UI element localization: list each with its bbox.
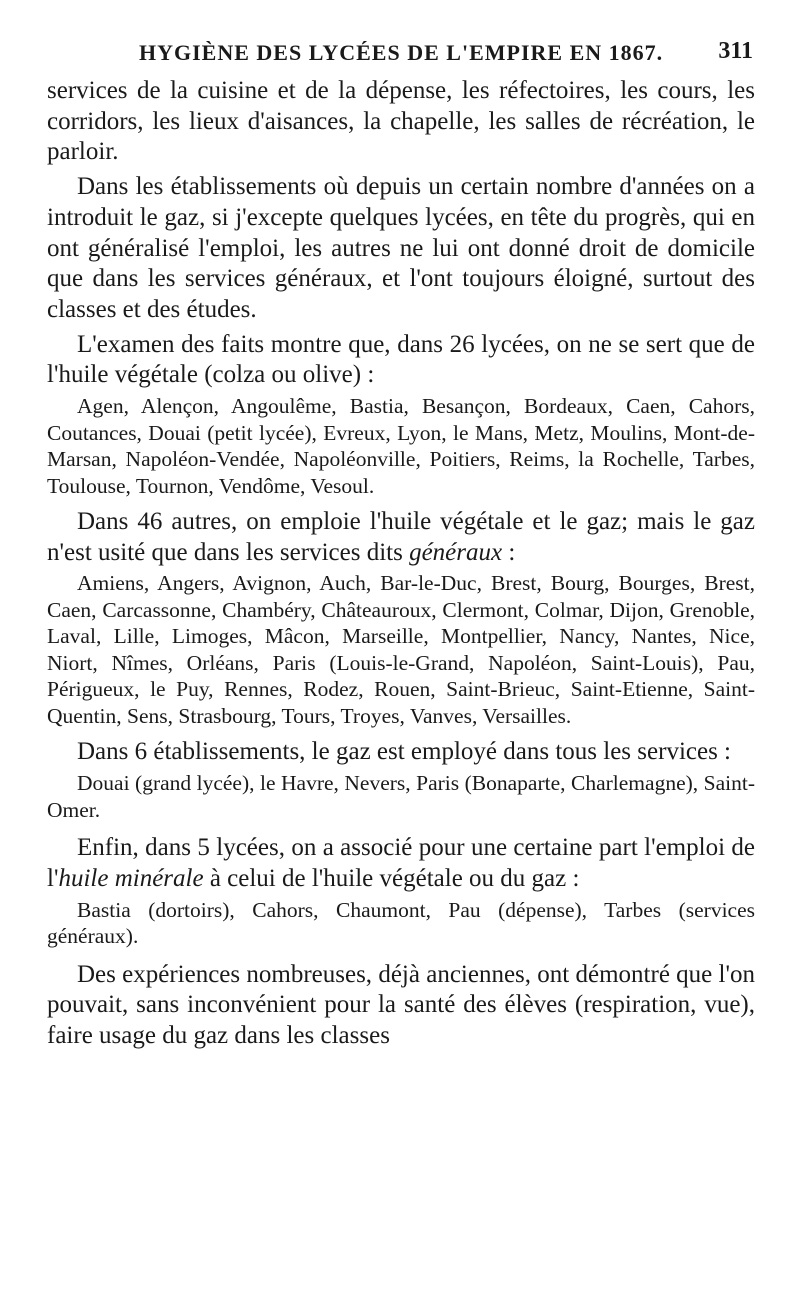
paragraph-gas-establishments: Dans les établissements où depuis un certain nombre d'années on a introduit le gaz, si j'excepte quelques lycées, en tête du progrès, qui en ont généralisé l'emploi, les autres ne lui ont donné droit de domicile que dans les services généraux, et l'ont toujours éloigné, surtout des classes et des études. [47, 173, 755, 323]
paragraph-oil-and-gas [47, 507, 755, 568]
page-number: 311 [718, 38, 753, 64]
running-title: HYGIÈNE DES LYCÉES DE L'EMPIRE EN 1867. [139, 40, 664, 65]
paragraph-mineral-oil [47, 833, 755, 894]
list-vegetable-oil-lycees: Agen, Alençon, Angoulême, Bastia, Besançon, Bordeaux, Caen, Cahors, Coutances, Douai (petit lycée), Evreux, Lyon, le Mans, Metz, Moulins, Mont-de-Marsan, Napoléon-Vendée, Napoléonville, Poitiers, Reims, la Rochelle, Tarbes, Toulouse, Tournon, Vendôme, Vesoul. [47, 394, 755, 498]
emphasis-huile-minerale: huile minérale [58, 864, 204, 892]
paragraph-oil-and-gas-text: Dans 46 autres, on emploie l'huile végétale et le gaz; mais le gaz n'est usité que dans les services dits [47, 508, 755, 566]
paragraph-oil-and-gas-colon: : [502, 538, 516, 566]
paragraph-continuation: services de la cuisine et de la dépense, les réfectoires, les cours, les corridors, les lieux d'aisances, la chapelle, les salles de récréation, le parloir. [47, 77, 755, 166]
paragraph-gas-everywhere: Dans 6 établissements, le gaz est employé dans tous les services : [77, 738, 732, 766]
paragraph-vegetable-oil: L'examen des faits montre que, dans 26 lycées, on ne se sert que de l'huile végétale (colza ou olive) : [47, 330, 755, 389]
emphasis-generaux: généraux [409, 538, 503, 566]
running-head [47, 36, 755, 76]
list-gas-everywhere-lycees: Douai (grand lycée), le Havre, Nevers, Paris (Bonaparte, Charlemagne), Saint-Omer. [47, 771, 755, 822]
list-mineral-oil-lycees: Bastia (dortoirs), Cahors, Chaumont, Pau (dépense), Tarbes (services généraux). [47, 897, 755, 949]
paragraph-mineral-oil-end: à celui de l'huile végétale ou du gaz : [203, 864, 580, 892]
paragraph-mineral-oil-text: Enfin, dans 5 lycées, on a associé pour une certaine part l'emploi de l' [47, 834, 755, 892]
book-page [47, 36, 755, 1052]
paragraph-experiences: Des expériences nombreuses, déjà anciennes, ont démontré que l'on pouvait, sans inconvénient pour la santé des élèves (respiration, vue), faire usage du gaz dans les classes [47, 960, 755, 1049]
list-oil-and-gas-lycees: Amiens, Angers, Avignon, Auch, Bar-le-Duc, Brest, Bourg, Bourges, Brest, Caen, Carcassonne, Chambéry, Châteauroux, Clermont, Colmar, Dijon, Grenoble, Laval, Lille, Limoges, Mâcon, Marseille, Montpellier, Nancy, Nantes, Nice, Niort, Nîmes, Orléans, Paris (Louis-le-Grand, Napoléon, Saint-Louis), Pau, Périgueux, le Puy, Rennes, Rodez, Rouen, Saint-Brieuc, Saint-Etienne, Saint-Quentin, Sens, Strasbourg, Tours, Troyes, Vanves, Versailles. [47, 571, 755, 728]
